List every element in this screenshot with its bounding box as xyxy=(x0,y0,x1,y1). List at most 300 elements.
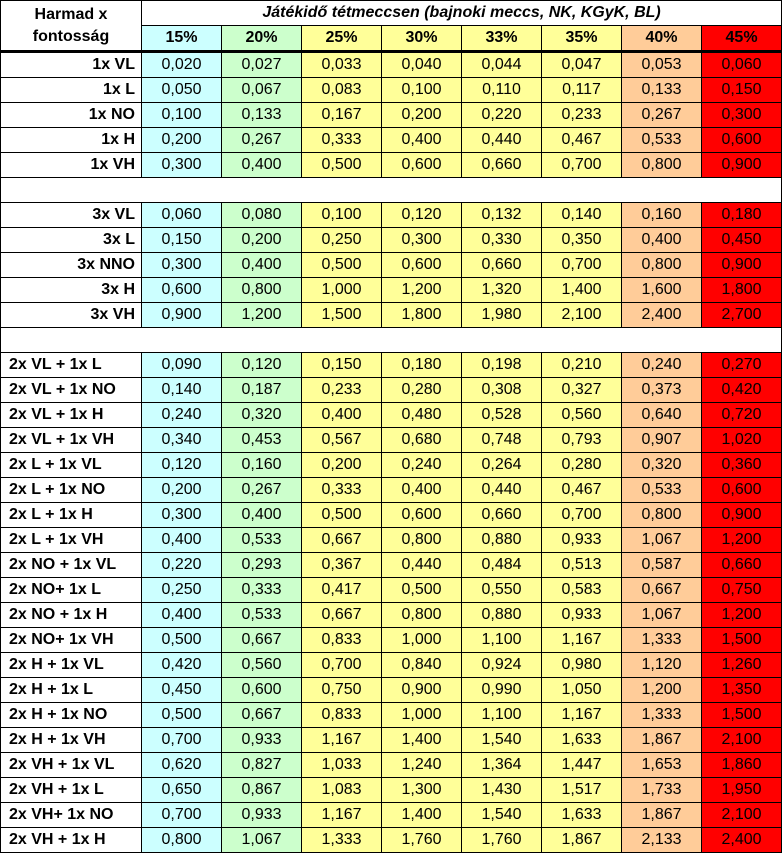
table-row xyxy=(1,528,782,553)
value-cell: 0,800 xyxy=(142,828,222,853)
value-cell: 0,053 xyxy=(622,52,702,78)
value-cell: 0,800 xyxy=(382,528,462,553)
value-cell: 0,533 xyxy=(222,603,302,628)
value-cell: 0,250 xyxy=(302,228,382,253)
value-cell: 0,833 xyxy=(302,703,382,728)
value-cell: 0,700 xyxy=(542,153,622,178)
value-cell: 0,800 xyxy=(622,253,702,278)
value-cell: 0,700 xyxy=(542,503,622,528)
value-cell: 0,180 xyxy=(382,353,462,378)
value-cell: 1,240 xyxy=(382,753,462,778)
value-cell: 0,600 xyxy=(142,278,222,303)
row-label: 3x L xyxy=(1,228,142,253)
value-cell: 0,400 xyxy=(302,403,382,428)
row-label: 2x L + 1x H xyxy=(1,503,142,528)
value-cell: 0,100 xyxy=(302,203,382,228)
value-cell: 0,240 xyxy=(622,353,702,378)
value-cell: 1,200 xyxy=(622,678,702,703)
value-cell: 0,667 xyxy=(622,578,702,603)
value-cell: 1,100 xyxy=(462,628,542,653)
percentage-header-7: 40% xyxy=(622,26,702,52)
value-cell: 0,047 xyxy=(542,52,622,78)
value-cell: 1,333 xyxy=(622,628,702,653)
value-cell: 0,027 xyxy=(222,52,302,78)
value-cell: 0,300 xyxy=(142,503,222,528)
value-cell: 1,400 xyxy=(542,278,622,303)
value-cell: 1,000 xyxy=(382,703,462,728)
value-cell: 0,333 xyxy=(302,128,382,153)
value-cell: 1,120 xyxy=(622,653,702,678)
table-row xyxy=(1,453,782,478)
value-cell: 1,067 xyxy=(622,603,702,628)
value-cell: 0,900 xyxy=(702,503,782,528)
value-cell: 1,760 xyxy=(382,828,462,853)
value-cell: 0,500 xyxy=(142,628,222,653)
value-cell: 0,280 xyxy=(542,453,622,478)
value-cell: 0,933 xyxy=(542,603,622,628)
table-row xyxy=(1,578,782,603)
value-cell: 0,340 xyxy=(142,428,222,453)
table-row xyxy=(1,52,782,78)
value-cell: 0,420 xyxy=(142,653,222,678)
value-cell: 1,200 xyxy=(382,278,462,303)
table-row xyxy=(1,278,782,303)
value-cell: 1,020 xyxy=(702,428,782,453)
value-cell: 0,240 xyxy=(142,403,222,428)
value-cell: 1,867 xyxy=(622,728,702,753)
value-cell: 0,440 xyxy=(462,128,542,153)
percentage-header-8: 45% xyxy=(702,26,782,52)
value-cell: 0,400 xyxy=(382,128,462,153)
value-cell: 1,400 xyxy=(382,803,462,828)
value-cell: 0,350 xyxy=(542,228,622,253)
table-row xyxy=(1,553,782,578)
value-cell: 0,600 xyxy=(382,503,462,528)
value-cell: 1,167 xyxy=(302,728,382,753)
value-cell: 0,373 xyxy=(622,378,702,403)
value-cell: 0,667 xyxy=(222,703,302,728)
value-cell: 0,200 xyxy=(142,478,222,503)
value-cell: 1,500 xyxy=(702,703,782,728)
value-cell: 0,120 xyxy=(222,353,302,378)
value-cell: 1,517 xyxy=(542,778,622,803)
value-cell: 0,700 xyxy=(142,728,222,753)
value-cell: 0,480 xyxy=(382,403,462,428)
table-row xyxy=(1,478,782,503)
row-label: 2x H + 1x NO xyxy=(1,703,142,728)
value-cell: 0,060 xyxy=(142,203,222,228)
value-cell: 0,367 xyxy=(302,553,382,578)
value-cell: 0,990 xyxy=(462,678,542,703)
value-cell: 0,640 xyxy=(622,403,702,428)
value-cell: 0,327 xyxy=(542,378,622,403)
value-cell: 0,533 xyxy=(622,478,702,503)
value-cell: 0,600 xyxy=(702,478,782,503)
value-cell: 0,453 xyxy=(222,428,302,453)
value-cell: 0,750 xyxy=(302,678,382,703)
table-row xyxy=(1,203,782,228)
table-title: Játékidő tétmeccsen (bajnoki meccs, NK, KGyK, BL) xyxy=(142,1,782,26)
percentage-header-4: 30% xyxy=(382,26,462,52)
value-cell: 0,660 xyxy=(462,503,542,528)
value-cell: 0,528 xyxy=(462,403,542,428)
value-cell: 0,140 xyxy=(542,203,622,228)
value-cell: 0,300 xyxy=(142,153,222,178)
value-cell: 0,267 xyxy=(622,103,702,128)
value-cell: 1,950 xyxy=(702,778,782,803)
value-cell: 0,083 xyxy=(302,78,382,103)
value-cell: 0,044 xyxy=(462,52,542,78)
value-cell: 1,400 xyxy=(382,728,462,753)
value-cell: 1,633 xyxy=(542,728,622,753)
value-cell: 0,333 xyxy=(302,478,382,503)
value-cell: 0,210 xyxy=(542,353,622,378)
value-cell: 0,140 xyxy=(142,378,222,403)
value-cell: 0,680 xyxy=(382,428,462,453)
value-cell: 1,083 xyxy=(302,778,382,803)
value-cell: 0,080 xyxy=(222,203,302,228)
value-cell: 0,020 xyxy=(142,52,222,78)
row-label: 1x VH xyxy=(1,153,142,178)
row-label: 2x H + 1x L xyxy=(1,678,142,703)
value-cell: 0,450 xyxy=(142,678,222,703)
value-cell: 0,600 xyxy=(382,153,462,178)
table-row xyxy=(1,828,782,853)
value-cell: 0,650 xyxy=(142,778,222,803)
value-cell: 0,400 xyxy=(222,503,302,528)
value-cell: 1,100 xyxy=(462,703,542,728)
value-cell: 0,050 xyxy=(142,78,222,103)
value-cell: 1,033 xyxy=(302,753,382,778)
value-cell: 0,500 xyxy=(382,578,462,603)
value-cell: 1,200 xyxy=(222,303,302,328)
table-row xyxy=(1,228,782,253)
value-cell: 0,440 xyxy=(382,553,462,578)
row-label: 2x VL + 1x H xyxy=(1,403,142,428)
value-cell: 0,198 xyxy=(462,353,542,378)
value-cell: 0,250 xyxy=(142,578,222,603)
value-cell: 2,100 xyxy=(702,803,782,828)
value-cell: 0,270 xyxy=(702,353,782,378)
value-cell: 0,933 xyxy=(222,803,302,828)
value-cell: 0,900 xyxy=(382,678,462,703)
table-row xyxy=(1,353,782,378)
value-cell: 1,200 xyxy=(702,528,782,553)
value-cell: 0,587 xyxy=(622,553,702,578)
table-row xyxy=(1,703,782,728)
value-cell: 0,417 xyxy=(302,578,382,603)
value-cell: 1,540 xyxy=(462,728,542,753)
corner-header-line1: Harmad x xyxy=(34,5,108,23)
value-cell: 0,330 xyxy=(462,228,542,253)
table-row xyxy=(1,678,782,703)
table-row xyxy=(1,753,782,778)
corner-header-line2: fontosság xyxy=(32,27,110,45)
value-cell: 0,500 xyxy=(302,503,382,528)
table-row xyxy=(1,503,782,528)
row-label: 2x VL + 1x L xyxy=(1,353,142,378)
value-cell: 0,160 xyxy=(222,453,302,478)
value-cell: 0,200 xyxy=(302,453,382,478)
value-cell: 0,400 xyxy=(222,253,302,278)
row-label: 1x H xyxy=(1,128,142,153)
table-row xyxy=(1,778,782,803)
value-cell: 0,800 xyxy=(622,503,702,528)
value-cell: 0,867 xyxy=(222,778,302,803)
value-cell: 0,450 xyxy=(702,228,782,253)
value-cell: 0,583 xyxy=(542,578,622,603)
value-cell: 1,430 xyxy=(462,778,542,803)
table-row xyxy=(1,728,782,753)
value-cell: 0,033 xyxy=(302,52,382,78)
value-cell: 2,100 xyxy=(542,303,622,328)
value-cell: 0,827 xyxy=(222,753,302,778)
value-cell: 1,867 xyxy=(622,803,702,828)
value-cell: 0,133 xyxy=(622,78,702,103)
value-cell: 0,600 xyxy=(382,253,462,278)
table-row xyxy=(1,253,782,278)
value-cell: 0,400 xyxy=(622,228,702,253)
value-cell: 0,484 xyxy=(462,553,542,578)
percentage-header-1: 15% xyxy=(142,26,222,52)
value-cell: 1,000 xyxy=(382,628,462,653)
value-cell: 1,540 xyxy=(462,803,542,828)
table-row xyxy=(1,103,782,128)
row-label: 3x NNO xyxy=(1,253,142,278)
value-cell: 0,600 xyxy=(222,678,302,703)
row-label: 1x L xyxy=(1,78,142,103)
value-cell: 0,400 xyxy=(382,478,462,503)
value-cell: 0,667 xyxy=(222,628,302,653)
value-cell: 1,320 xyxy=(462,278,542,303)
value-cell: 1,800 xyxy=(702,278,782,303)
value-cell: 2,400 xyxy=(702,828,782,853)
percentage-header-5: 33% xyxy=(462,26,542,52)
value-cell: 0,933 xyxy=(542,528,622,553)
value-cell: 1,350 xyxy=(702,678,782,703)
value-cell: 0,560 xyxy=(222,653,302,678)
table-row xyxy=(1,803,782,828)
value-cell: 0,660 xyxy=(462,253,542,278)
value-cell: 0,090 xyxy=(142,353,222,378)
value-cell: 0,900 xyxy=(702,253,782,278)
section-separator xyxy=(1,178,782,203)
value-cell: 0,467 xyxy=(542,128,622,153)
value-cell: 1,500 xyxy=(702,628,782,653)
row-label: 3x H xyxy=(1,278,142,303)
value-cell: 0,333 xyxy=(222,578,302,603)
separator-cell xyxy=(1,178,782,203)
table-row xyxy=(1,403,782,428)
value-cell: 0,150 xyxy=(142,228,222,253)
value-cell: 1,333 xyxy=(622,703,702,728)
value-cell: 0,400 xyxy=(222,153,302,178)
value-cell: 1,333 xyxy=(302,828,382,853)
percentage-header-2: 20% xyxy=(222,26,302,52)
value-cell: 0,060 xyxy=(702,52,782,78)
value-cell: 0,308 xyxy=(462,378,542,403)
value-cell: 0,133 xyxy=(222,103,302,128)
table-row xyxy=(1,428,782,453)
value-cell: 0,800 xyxy=(382,603,462,628)
value-cell: 0,200 xyxy=(222,228,302,253)
value-cell: 0,200 xyxy=(382,103,462,128)
value-cell: 0,500 xyxy=(302,153,382,178)
value-cell: 0,660 xyxy=(702,553,782,578)
value-cell: 1,260 xyxy=(702,653,782,678)
value-cell: 0,793 xyxy=(542,428,622,453)
row-label: 1x VL xyxy=(1,52,142,78)
value-cell: 0,132 xyxy=(462,203,542,228)
row-label: 2x NO + 1x H xyxy=(1,603,142,628)
value-cell: 2,100 xyxy=(702,728,782,753)
value-cell: 0,100 xyxy=(142,103,222,128)
value-cell: 0,933 xyxy=(222,728,302,753)
value-cell: 0,067 xyxy=(222,78,302,103)
value-cell: 0,500 xyxy=(302,253,382,278)
table-body xyxy=(1,52,782,853)
value-cell: 0,700 xyxy=(542,253,622,278)
table-row xyxy=(1,153,782,178)
row-label: 2x VH+ 1x NO xyxy=(1,803,142,828)
value-cell: 0,300 xyxy=(702,103,782,128)
value-cell: 0,187 xyxy=(222,378,302,403)
value-cell: 0,567 xyxy=(302,428,382,453)
value-cell: 0,264 xyxy=(462,453,542,478)
value-cell: 0,220 xyxy=(142,553,222,578)
value-cell: 1,760 xyxy=(462,828,542,853)
separator-cell xyxy=(1,328,782,353)
row-label: 2x NO + 1x VL xyxy=(1,553,142,578)
value-cell: 0,513 xyxy=(542,553,622,578)
value-cell: 0,720 xyxy=(702,403,782,428)
value-cell: 0,560 xyxy=(542,403,622,428)
value-cell: 0,700 xyxy=(302,653,382,678)
value-cell: 0,400 xyxy=(142,603,222,628)
value-cell: 0,700 xyxy=(142,803,222,828)
percentage-header-6: 35% xyxy=(542,26,622,52)
value-cell: 1,600 xyxy=(622,278,702,303)
row-label: 2x H + 1x VH xyxy=(1,728,142,753)
row-label: 2x VH + 1x H xyxy=(1,828,142,853)
value-cell: 0,180 xyxy=(702,203,782,228)
value-cell: 0,907 xyxy=(622,428,702,453)
value-cell: 0,120 xyxy=(142,453,222,478)
table-row xyxy=(1,603,782,628)
value-cell: 0,840 xyxy=(382,653,462,678)
value-cell: 0,880 xyxy=(462,528,542,553)
value-cell: 1,200 xyxy=(702,603,782,628)
value-cell: 1,067 xyxy=(222,828,302,853)
value-cell: 2,700 xyxy=(702,303,782,328)
value-cell: 0,300 xyxy=(382,228,462,253)
value-cell: 0,040 xyxy=(382,52,462,78)
value-cell: 0,924 xyxy=(462,653,542,678)
value-cell: 0,300 xyxy=(142,253,222,278)
value-cell: 0,120 xyxy=(382,203,462,228)
value-cell: 0,293 xyxy=(222,553,302,578)
value-cell: 0,110 xyxy=(462,78,542,103)
value-cell: 1,364 xyxy=(462,753,542,778)
table-row xyxy=(1,378,782,403)
value-cell: 0,267 xyxy=(222,478,302,503)
value-cell: 0,440 xyxy=(462,478,542,503)
value-cell: 2,133 xyxy=(622,828,702,853)
value-cell: 0,320 xyxy=(622,453,702,478)
value-cell: 0,750 xyxy=(702,578,782,603)
value-cell: 0,980 xyxy=(542,653,622,678)
value-cell: 0,100 xyxy=(382,78,462,103)
value-cell: 0,220 xyxy=(462,103,542,128)
value-cell: 1,167 xyxy=(542,628,622,653)
value-cell: 0,233 xyxy=(542,103,622,128)
value-cell: 1,167 xyxy=(542,703,622,728)
value-cell: 0,467 xyxy=(542,478,622,503)
row-label: 2x L + 1x VL xyxy=(1,453,142,478)
row-label: 3x VL xyxy=(1,203,142,228)
value-cell: 0,833 xyxy=(302,628,382,653)
row-label: 2x H + 1x VL xyxy=(1,653,142,678)
value-cell: 1,867 xyxy=(542,828,622,853)
row-label: 2x VH + 1x L xyxy=(1,778,142,803)
value-cell: 0,900 xyxy=(702,153,782,178)
value-cell: 1,000 xyxy=(302,278,382,303)
table-row xyxy=(1,303,782,328)
table-row xyxy=(1,628,782,653)
row-label: 2x NO+ 1x VH xyxy=(1,628,142,653)
row-label: 2x NO+ 1x L xyxy=(1,578,142,603)
value-cell: 0,160 xyxy=(622,203,702,228)
value-cell: 0,600 xyxy=(702,128,782,153)
value-cell: 1,167 xyxy=(302,803,382,828)
value-cell: 2,400 xyxy=(622,303,702,328)
value-cell: 0,660 xyxy=(462,153,542,178)
row-label: 2x VH + 1x VL xyxy=(1,753,142,778)
row-label: 2x L + 1x NO xyxy=(1,478,142,503)
row-label: 3x VH xyxy=(1,303,142,328)
value-cell: 0,267 xyxy=(222,128,302,153)
value-cell: 0,667 xyxy=(302,603,382,628)
value-cell: 1,860 xyxy=(702,753,782,778)
table-row xyxy=(1,78,782,103)
value-cell: 0,200 xyxy=(142,128,222,153)
value-cell: 1,980 xyxy=(462,303,542,328)
value-cell: 0,748 xyxy=(462,428,542,453)
value-cell: 0,320 xyxy=(222,403,302,428)
value-cell: 0,117 xyxy=(542,78,622,103)
value-cell: 0,420 xyxy=(702,378,782,403)
value-cell: 0,620 xyxy=(142,753,222,778)
value-cell: 1,050 xyxy=(542,678,622,703)
value-cell: 0,900 xyxy=(142,303,222,328)
value-cell: 1,633 xyxy=(542,803,622,828)
value-cell: 0,880 xyxy=(462,603,542,628)
value-cell: 1,800 xyxy=(382,303,462,328)
value-cell: 1,653 xyxy=(622,753,702,778)
value-cell: 1,733 xyxy=(622,778,702,803)
value-cell: 0,233 xyxy=(302,378,382,403)
value-cell: 0,400 xyxy=(142,528,222,553)
row-label: 2x VL + 1x VH xyxy=(1,428,142,453)
value-cell: 0,667 xyxy=(302,528,382,553)
value-cell: 1,500 xyxy=(302,303,382,328)
value-cell: 0,167 xyxy=(302,103,382,128)
row-label: 1x NO xyxy=(1,103,142,128)
row-label: 2x L + 1x VH xyxy=(1,528,142,553)
value-cell: 0,533 xyxy=(622,128,702,153)
value-cell: 0,240 xyxy=(382,453,462,478)
value-cell: 0,150 xyxy=(702,78,782,103)
